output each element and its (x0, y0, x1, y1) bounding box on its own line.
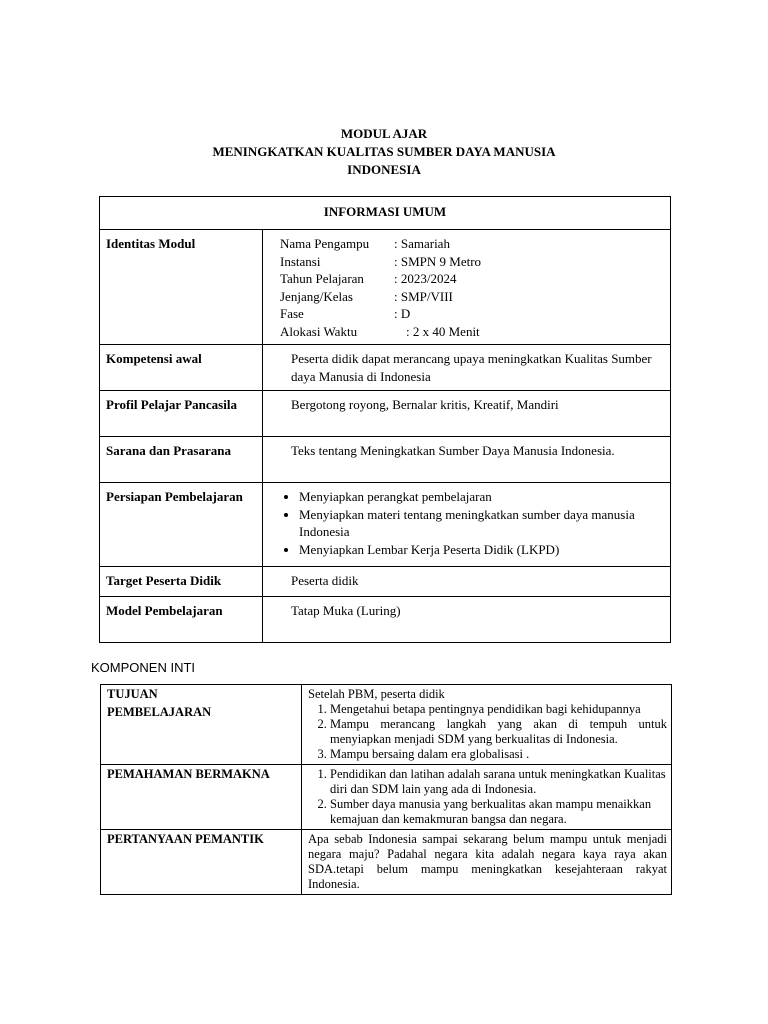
identitas-value: : D (394, 306, 411, 321)
identitas-row (280, 305, 664, 323)
doc-subtitle-line1: MENINGKATKAN KUALITAS SUMBER DAYA MANUSIA (212, 144, 556, 159)
list-item: 2. Sumber daya manusia yang berkualitas akan mampu menaikkan kemajuan dan kemakmuran bangsa dan negara. (330, 797, 667, 827)
pemahaman-label: PEMAHAMAN BERMAKNA (101, 765, 302, 830)
tujuan-intro: Setelah PBM, peserta didik (308, 687, 445, 701)
table-row (100, 391, 671, 437)
pertanyaan-value: Apa sebab Indonesia sampai sekarang belum mampu untuk menjadi negara maju? Padahal negara kita adalah negara kaya raya akan SDA.tetapi belum mampu meningkatkan kesejahteraan rakyat Indonesia. (302, 830, 672, 895)
list-item: • Menyiapkan materi tentang meningkatkan sumber daya manusia Indonesia (299, 506, 664, 541)
list-item: 2. Mampu merancang langkah yang akan di tempuh untuk menyiapkan menjadi SDM yang berkualitas di Indonesia. (330, 717, 667, 747)
table-row (100, 483, 671, 567)
tujuan-list (308, 702, 667, 762)
list-item: • Menyiapkan Lembar Kerja Peserta Didik (LKPD) (299, 541, 664, 559)
identitas-key: Instansi (280, 253, 321, 269)
identitas-value: : SMPN 9 Metro (394, 253, 482, 269)
identitas-value: : Samariah (394, 236, 450, 251)
komponen-inti-table (100, 684, 672, 895)
pertanyaan-label: PERTANYAAN PEMANTIK (101, 830, 302, 895)
informasi-umum-table (99, 196, 671, 643)
persiapan-list (279, 488, 664, 558)
table-row (100, 567, 671, 597)
pemahaman-list (308, 767, 667, 827)
identitas-row (280, 235, 664, 253)
table-row (101, 685, 672, 765)
sarana-value: Teks tentang Meningkatkan Sumber Daya Manusia Indonesia. (263, 437, 671, 483)
identitas-value: : 2 x 40 Menit (406, 323, 480, 339)
identitas-row (280, 270, 664, 288)
identitas-key: Fase (280, 306, 304, 321)
komponen-inti-heading: KOMPONEN INTI (91, 660, 196, 675)
tujuan-value (302, 685, 672, 765)
identitas-row (280, 288, 664, 306)
profil-value: Bergotong royong, Bernalar kritis, Kreatif, Mandiri (263, 391, 671, 437)
persiapan-value (263, 483, 671, 567)
list-item: 1. Mengetahui betapa pentingnya pendidikan bagi kehidupannya (330, 702, 667, 717)
pemahaman-value (302, 765, 672, 830)
identitas-label: Identitas Modul (100, 230, 263, 345)
identitas-key: Nama Pengampu (280, 236, 370, 251)
identitas-key: Alokasi Waktu (280, 323, 358, 339)
model-value: Tatap Muka (Luring) (263, 597, 671, 643)
profil-label: Profil Pelajar Pancasila (100, 391, 263, 437)
doc-title: MODUL AJAR (340, 126, 428, 141)
tujuan-label (101, 685, 302, 765)
identitas-key: Tahun Pelajaran (280, 271, 364, 286)
table-row (101, 765, 672, 830)
kompetensi-value: Peserta didik dapat merancang upaya meningkatkan Kualitas Sumber daya Manusia di Indonesia (263, 345, 671, 391)
doc-subtitle-line2: INDONESIA (347, 162, 421, 177)
table-row (100, 230, 671, 345)
target-label: Target Peserta Didik (100, 567, 263, 597)
identitas-row (280, 323, 664, 341)
model-label: Model Pembelajaran (100, 597, 263, 643)
table-row (100, 345, 671, 391)
list-item: 1. Pendidikan dan latihan adalah sarana untuk meningkatkan Kualitas diri dan SDM lain yang ada di Indonesia. (330, 767, 667, 797)
table-row (100, 437, 671, 483)
table-row (101, 830, 672, 895)
identitas-value: : 2023/2024 (394, 271, 457, 286)
identitas-value: : SMP/VIII (394, 288, 453, 304)
tujuan-label-line2: PEMBELAJARAN (107, 705, 212, 719)
sarana-label: Sarana dan Prasarana (100, 437, 263, 483)
list-item: • Menyiapkan perangkat pembelajaran (299, 488, 664, 506)
table-row (100, 597, 671, 643)
target-value: Peserta didik (263, 567, 671, 597)
persiapan-label: Persiapan Pembelajaran (100, 483, 263, 567)
identitas-values (263, 230, 671, 345)
list-item: 3. Mampu bersaing dalam era globalisasi . (330, 747, 667, 762)
identitas-row (280, 253, 664, 271)
kompetensi-label: Kompetensi awal (100, 345, 263, 391)
table-header-row (100, 197, 671, 230)
informasi-umum-header: INFORMASI UMUM (100, 197, 671, 230)
tujuan-label-line1: TUJUAN (107, 687, 158, 701)
identitas-key: Jenjang/Kelas (280, 288, 353, 304)
